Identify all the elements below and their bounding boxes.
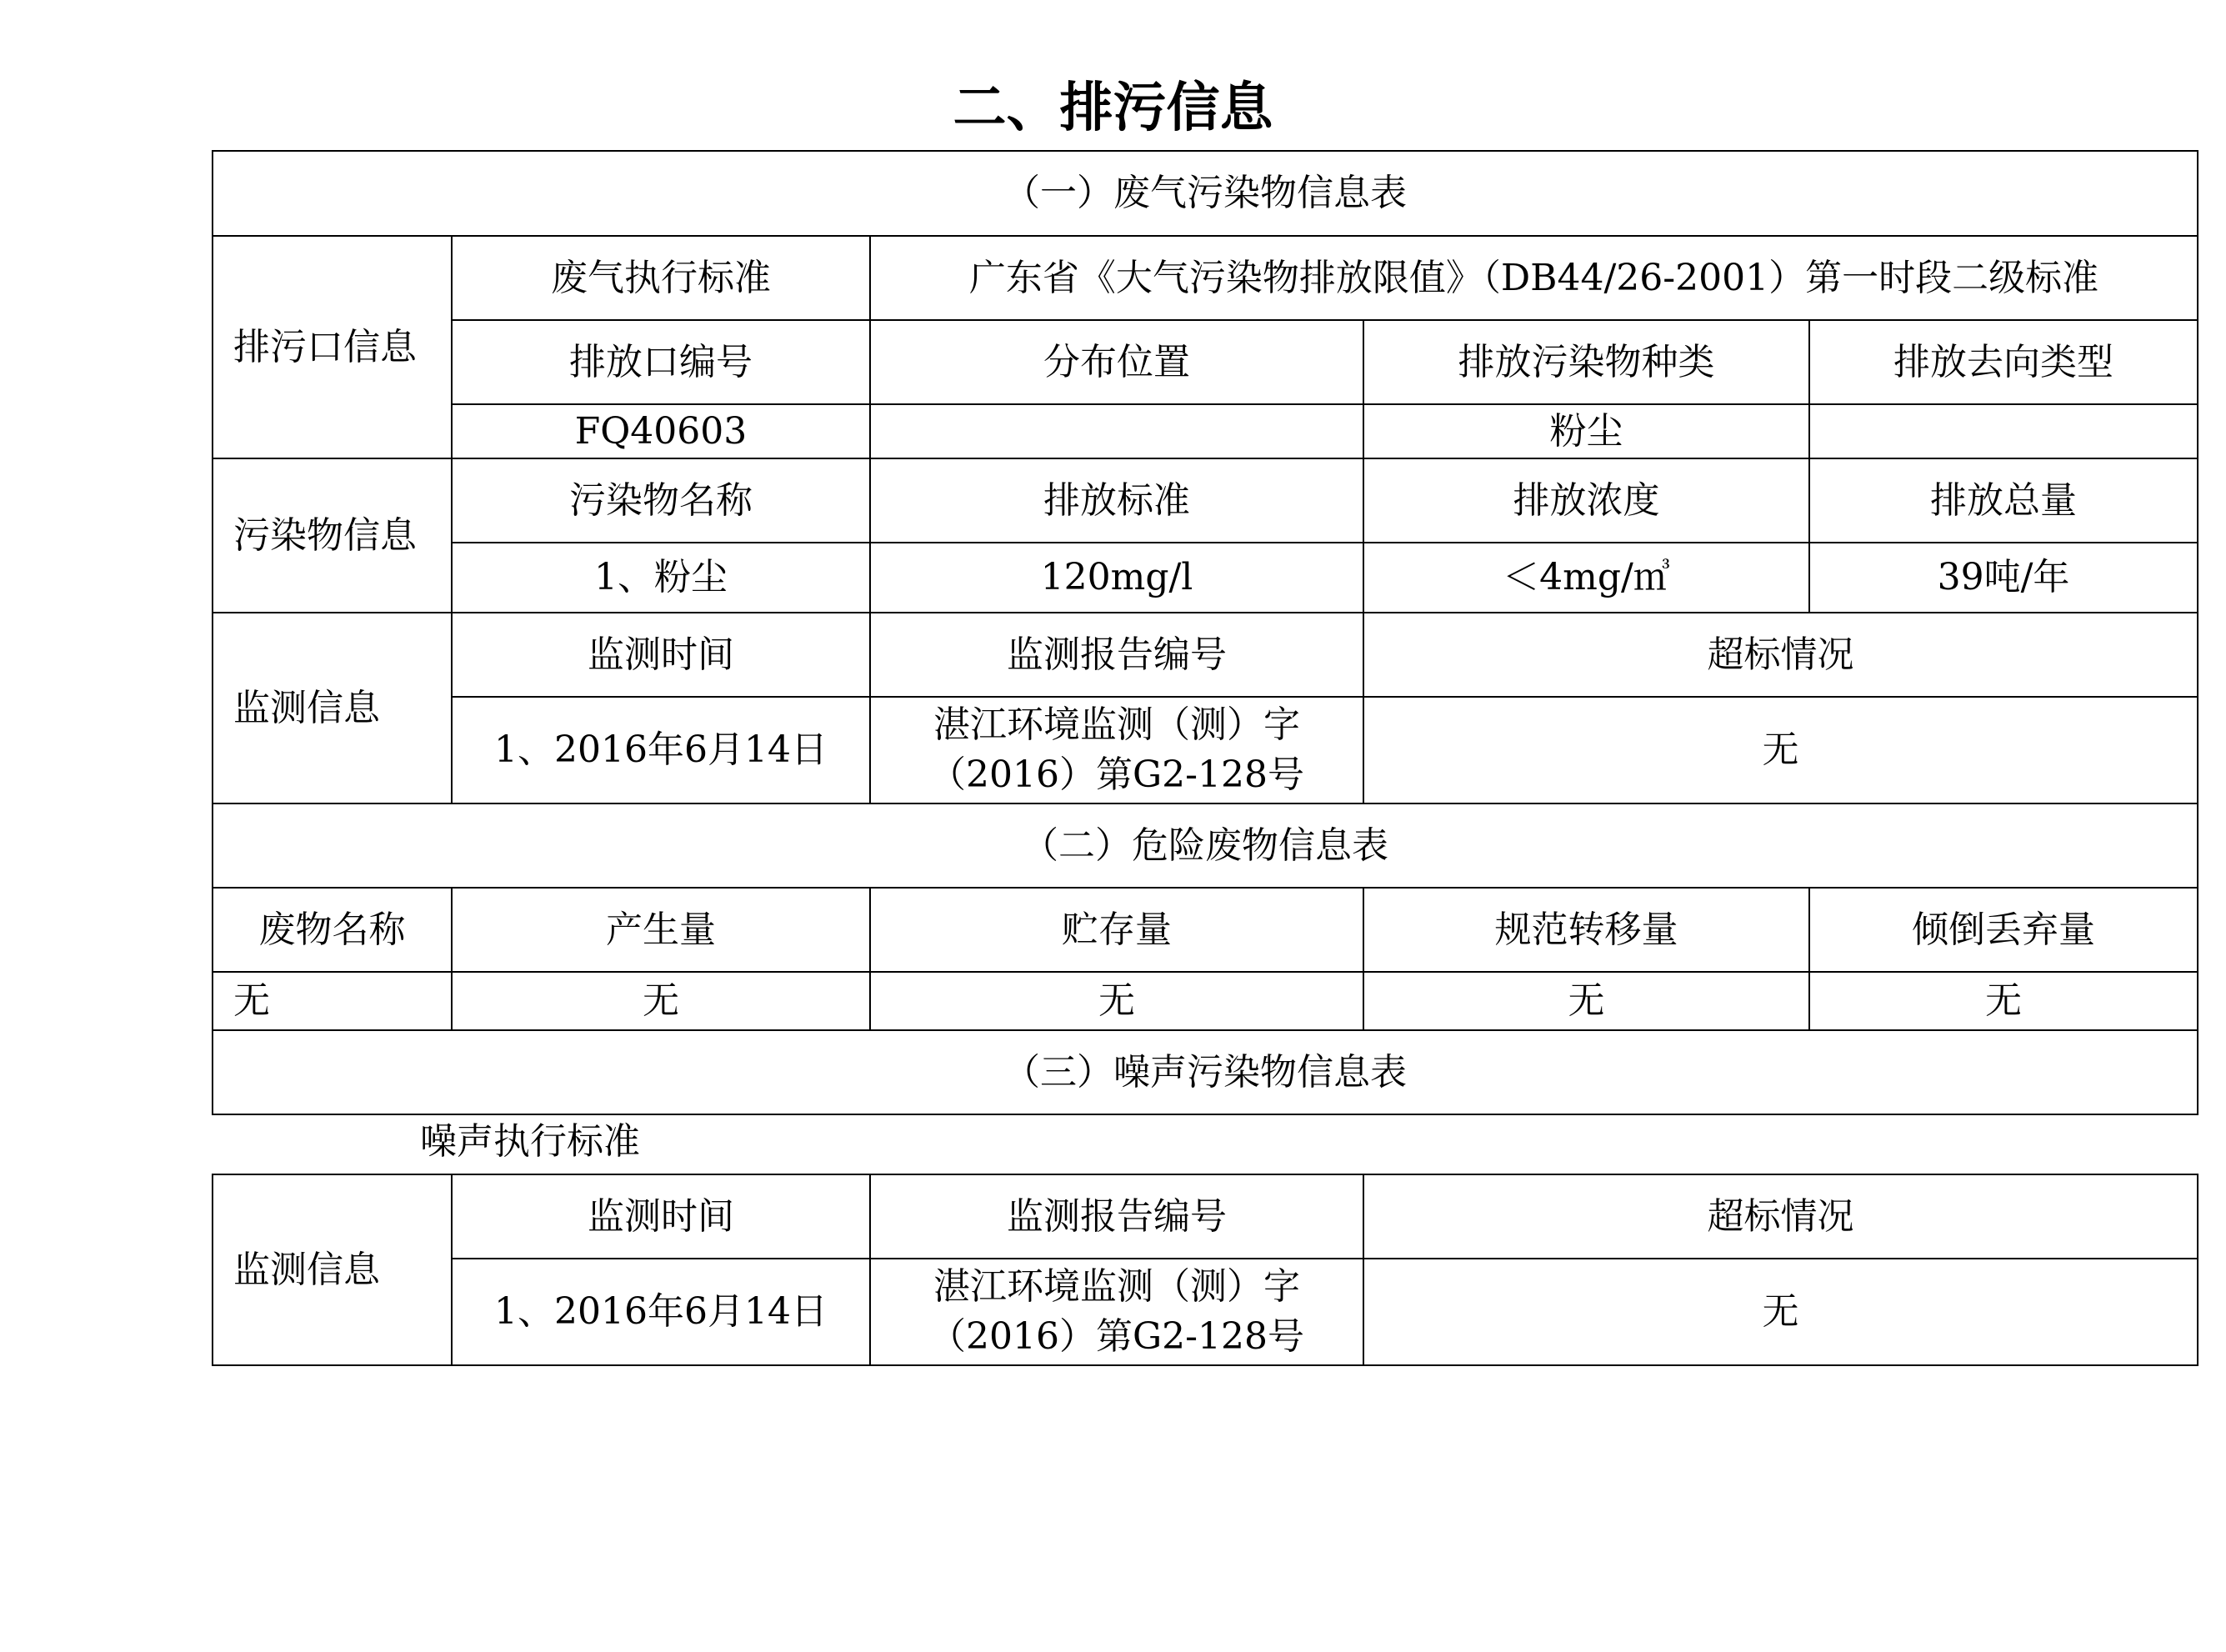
hazard-dumped-cell: 无 [1809, 972, 2198, 1030]
noise-header-time: 监测时间 [452, 1174, 870, 1259]
noise-time-cell: 1、2016年6月14日 [452, 1259, 870, 1365]
outlet-location-cell [870, 404, 1363, 458]
hazard-header-transferred: 规范转移量 [1363, 888, 1809, 972]
pollutant-standard-cell: 120mg/l [870, 543, 1363, 613]
hazard-name-cell: 无 [213, 972, 452, 1030]
pollutant-header-name: 污染物名称 [452, 458, 870, 543]
hazard-produced-cell: 无 [452, 972, 870, 1030]
pollutant-header-standard: 排放标准 [870, 458, 1363, 543]
noise-monitor-label: 监测信息 [213, 1174, 452, 1365]
pollutant-total-cell: 39吨/年 [1809, 543, 2198, 613]
outlet-id-cell: FQ40603 [452, 404, 870, 458]
page-title: 二、排污信息 [953, 78, 1273, 139]
hazard-header-stored: 贮存量 [870, 888, 1363, 972]
hazard-transferred-cell: 无 [1363, 972, 1809, 1030]
monitor-header-time: 监测时间 [452, 613, 870, 697]
outlet-pollutant-type-cell: 粉尘 [1363, 404, 1809, 458]
monitor-report-no-cell: 湛江环境监测（测）字（2016）第G2-128号 [870, 697, 1363, 803]
noise-header-exceed: 超标情况 [1363, 1174, 2198, 1259]
pollution-info-table [212, 150, 2198, 1115]
monitor-info-label: 监测信息 [213, 613, 452, 803]
pollutant-name-cell: 1、粉尘 [452, 543, 870, 613]
noise-report-no-cell: 湛江环境监测（测）字（2016）第G2-128号 [870, 1259, 1363, 1365]
hazard-header-dumped: 倾倒丢弃量 [1809, 888, 2198, 972]
hazard-table-caption: （二）危险废物信息表 [213, 803, 2198, 888]
pollutant-info-label: 污染物信息 [213, 458, 452, 613]
outlet-header-id: 排放口编号 [452, 320, 870, 404]
monitor-time-cell: 1、2016年6月14日 [452, 697, 870, 803]
monitor-header-report-no: 监测报告编号 [870, 613, 1363, 697]
pollutant-concentration-cell: ＜4mg/㎥ [1363, 543, 1809, 613]
pollutant-header-concentration: 排放浓度 [1363, 458, 1809, 543]
outlet-header-location: 分布位置 [870, 320, 1363, 404]
noise-header-report-no: 监测报告编号 [870, 1174, 1363, 1259]
outlet-info-label: 排污口信息 [213, 236, 452, 458]
outlet-discharge-direction-cell [1809, 404, 2198, 458]
noise-table-caption: （三）噪声污染物信息表 [213, 1030, 2198, 1114]
monitor-exceed-cell: 无 [1363, 697, 2198, 803]
gas-standard-label: 废气执行标准 [452, 236, 870, 320]
noise-standard-label: 噪声执行标准 [420, 1120, 640, 1163]
hazard-stored-cell: 无 [870, 972, 1363, 1030]
gas-table-caption: （一）废气污染物信息表 [213, 151, 2198, 236]
noise-exceed-cell: 无 [1363, 1259, 2198, 1365]
gas-standard-value: 广东省《大气污染物排放限值》（DB44/26-2001）第一时段二级标准 [870, 236, 2198, 320]
outlet-header-pollutant-type: 排放污染物种类 [1363, 320, 1809, 404]
noise-monitor-table [212, 1174, 2198, 1366]
monitor-header-exceed: 超标情况 [1363, 613, 2198, 697]
outlet-header-discharge-direction: 排放去向类型 [1809, 320, 2198, 404]
hazard-header-produced: 产生量 [452, 888, 870, 972]
hazard-header-name: 废物名称 [213, 888, 452, 972]
pollutant-header-total: 排放总量 [1809, 458, 2198, 543]
